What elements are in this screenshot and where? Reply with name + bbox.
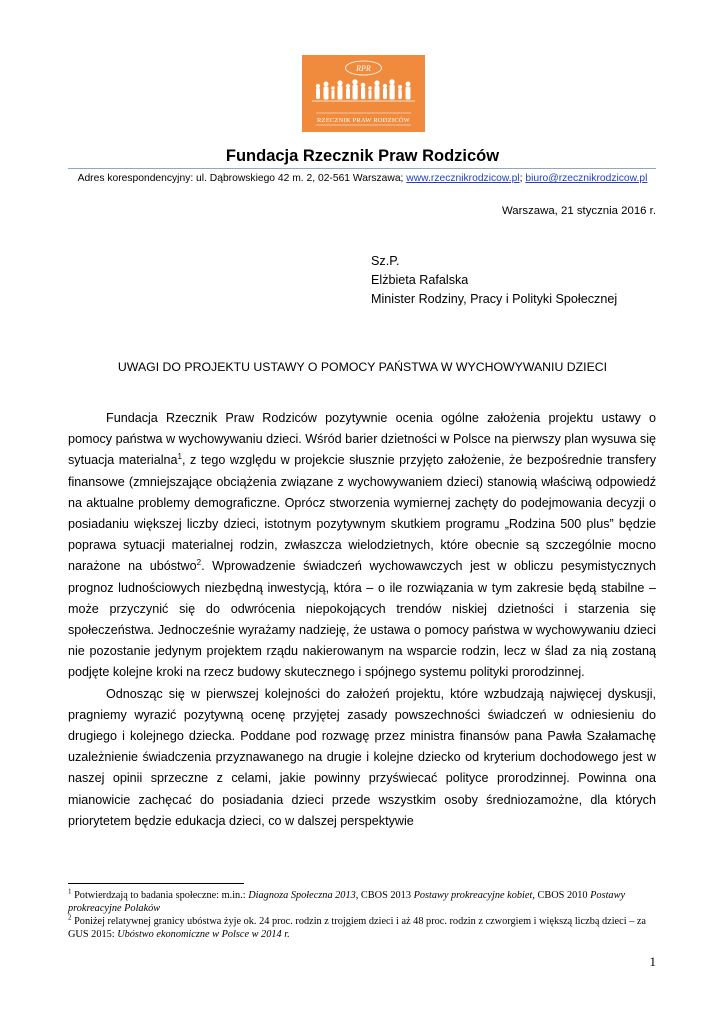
logo-caption: RZECZNIK PRAW RODZICÓW (317, 117, 410, 124)
correspondence-address (0, 173, 725, 184)
footnote-1-text-b: , CBOS 2013 (355, 890, 414, 901)
footnote-1-number: 1 (68, 887, 72, 896)
paragraph-1-text-c: . Wprowadzenie świadczeń wychowawczych jest w obliczu pesymistycznych prognoz ludnościowych niezbędną inwestycją, która – o ile rozwiązania w tym zakresie będą stabilne – może przyczynić się do odwrócenia niepokojących trendów niskiej dzietności i starzenia się społeczeństwa. Jednocześnie wyrażamy nadzieję, że ustawa o pomocy państwa w wychowywaniu dzieci nie pozostanie jedynym projektem rządu nakierowanym na wsparcie rodzin, lecz w ślad za nią zostaną podjęte kolejne kroki na rzecz budowy skutecznego i spójnego systemu polityki prorodzinnej. (68, 559, 656, 680)
footnote-1-text-c: , CBOS 2010 (532, 890, 591, 901)
page-number: 1 (649, 954, 656, 969)
recipient-salutation: Sz.P. (371, 254, 400, 268)
recipient-title: Minister Rodziny, Pracy i Polityki Społecznej (371, 292, 618, 306)
logo-initials: RPR (356, 64, 371, 73)
organization-logo (302, 55, 425, 132)
letter-body (68, 408, 656, 832)
footnote-2-number: 2 (68, 913, 72, 922)
organization-title: Fundacja Rzecznik Praw Rodziców (225, 147, 500, 165)
footnote-2 (68, 915, 656, 941)
paragraph-1-text-b: , z tego względu w projekcie słusznie przyjęto założenie, że bezpośrednie transfery finansowe (zmniejszające obciążenia związane z wychowywaniem dzieci) stanowią właściwą odpowiedź na aktualne problemy demograficzne. Oprócz stworzenia wymiernej zachęty do podejmowania decyzji o posiadaniu większej liczby dzieci, istotnym pozytywnym skutkiem programu „Rodzina 500 plus” będzie poprawa sytuacji materialnej rodzin, zwłaszcza wielodzietnych, które obecnie są szczególnie mocno narażone na ubóstwo (68, 453, 656, 574)
recipient-name: Elżbieta Rafalska (371, 273, 469, 287)
website-link[interactable]: www.rzecznikrodzicow.pl (406, 173, 520, 184)
address-text: Adres korespondencyjny: ul. Dąbrowskiego 42 m. 2, 02-561 Warszawa; (77, 173, 407, 184)
paragraph-1 (68, 408, 656, 684)
footnote-1-title-c: Postawy prokreacyjne Polaków (68, 890, 626, 914)
footnote-divider (68, 883, 244, 884)
address-separator: ; (519, 173, 526, 184)
document-heading: UWAGI DO PROJEKTU USTAWY O POMOCY PAŃSTWA W WYCHOWYWANIU DZIECI (117, 360, 608, 374)
footnote-1-title-a: Diagnoza Społeczna 2013 (248, 890, 356, 901)
footnote-ref-1: 1 (177, 452, 182, 462)
header-divider (68, 168, 656, 169)
footnote-2-text-a: Poniżej relatywnej granicy ubóstwa żyje ok. 24 proc. rodzin z trojgiem dzieci i aż 48 proc. rodzin z czworgiem i większą liczbą dzieci – za GUS 2015: (68, 916, 646, 940)
footnotes (68, 889, 656, 941)
letter-date: Warszawa, 21 stycznia 2016 r. (501, 205, 656, 217)
footnote-1-text-a: Potwierdzają to badania społeczne: m.in.: (71, 890, 249, 901)
paragraph-2: Odnosząc się w pierwszej kolejności do założeń projektu, które wzbudzają najwięcej dyskusji, pragniemy wyrazić pozytywną ocenę przyjętej zasady powszechności świadczeń w odniesieniu do drugiego i kolejnego dziecka. Poddane pod rozwagę przez ministra finansów pana Pawła Szałamachę uzależnienie świadczenia przyznawanego na drugie i kolejne dziecko od kryterium dochodowego jest w naszej opinii sprzeczne z celami, jakie powinny przyświecać polityce prorodzinnej. Powinna ona mianowicie zachęcać do posiadania dzieci przede wszystkim osoby średniozamożne, dla których priorytetem będzie edukacja dzieci, co w dalszej perspektywie (68, 686, 656, 828)
footnote-1 (68, 889, 656, 915)
footnote-1-title-b: Postawy prokreacyjne kobiet (413, 890, 533, 901)
recipient-block (371, 252, 617, 309)
paragraph-1-text-a: Fundacja Rzecznik Praw Rodziców pozytywnie ocenia ogólne założenia projektu ustawy o pomocy państwa w wychowywaniu dzieci. Wśród barier dzietności w Polsce na pierwszy plan wysuwa się sytuacja materialna (68, 411, 656, 468)
footnote-ref-2: 2 (196, 558, 202, 568)
email-link[interactable]: biuro@rzecznikrodzicow.pl (525, 173, 648, 184)
footnote-2-title-a: Ubóstwo ekonomiczne w Polsce w 2014 r. (117, 929, 290, 940)
